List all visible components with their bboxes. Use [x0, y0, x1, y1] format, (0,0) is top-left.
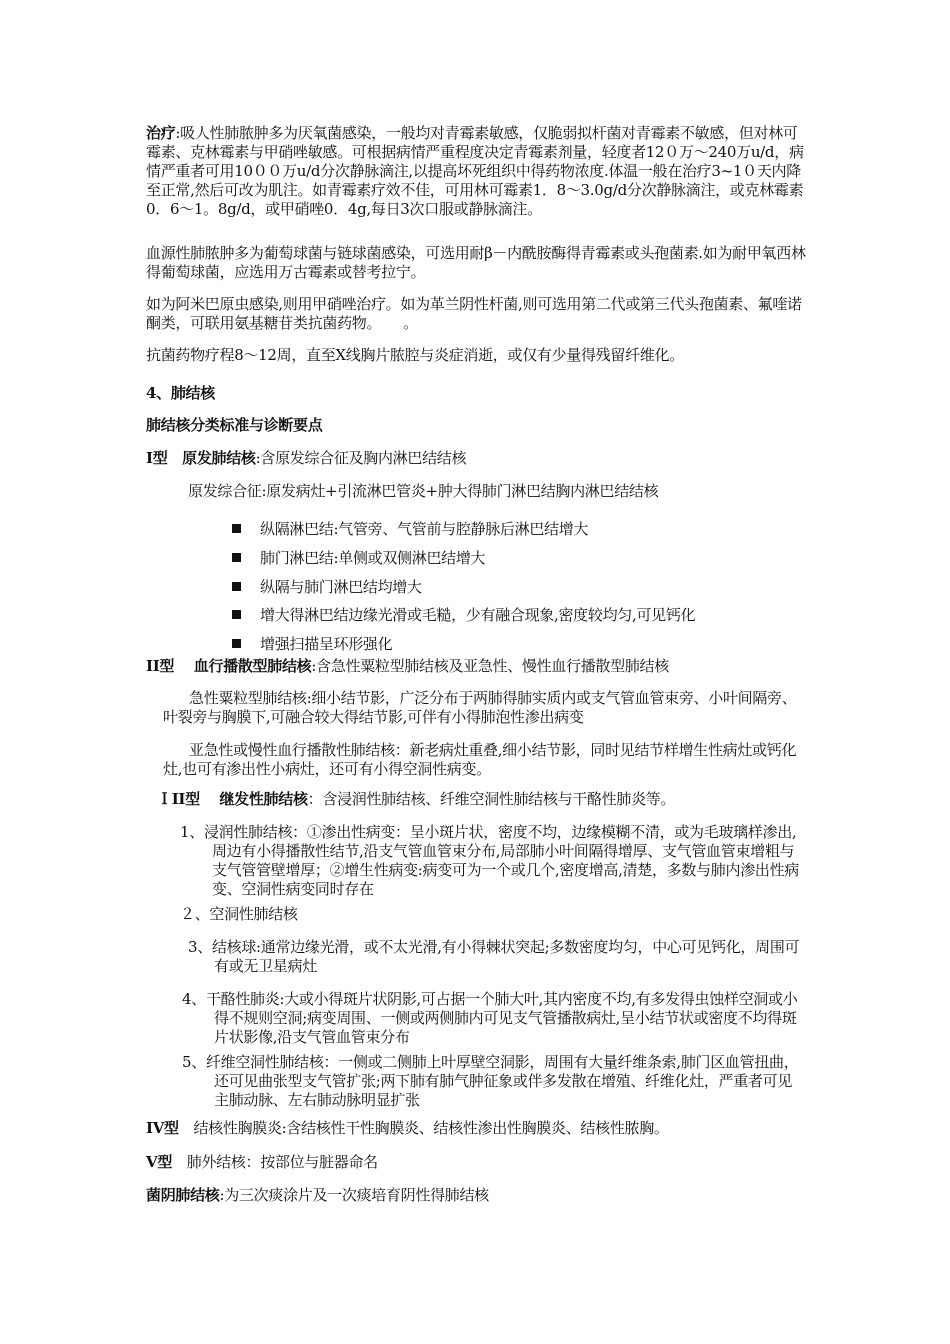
type5-label: V型 — [146, 1153, 173, 1171]
type2-p2: 亚急性或慢性血行播散性肺结核：新老病灶重叠,细小结节影，同时见结节样增生性病灶或钙化灶,也可有渗出性小病灶，还可有小得空洞性病变。 — [163, 741, 797, 778]
type3-label: ＩII型 继发性肺结核 — [157, 790, 308, 808]
type1-sub: 原发综合征:原发病灶+引流淋巴管炎+肿大得肺门淋巴结胸内淋巴结结核 — [188, 482, 659, 500]
square-bullet-icon — [232, 639, 241, 648]
type1-text: :含原发综合征及胸内淋巴结结核 — [255, 449, 467, 467]
type4-text: 结核性胸膜炎:含结核性干性胸膜炎、结核性渗出性胸膜炎、结核性脓胸。 — [178, 1119, 669, 1137]
treatment-paragraph — [146, 124, 810, 219]
list-item: 增大得淋巴结边缘光滑或毛糙，少有融合现象,密度较均匀,可见钙化 — [232, 606, 695, 625]
list-item: 增强扫描呈环形强化 — [232, 635, 392, 654]
amoeba-paragraph: 如为阿米巴原虫感染,则用甲硝唑治疗。如为革兰阴性杆菌,则可选用第二代或第三代头孢菌素、氟喹诺酮类，可联用氨基糖苷类抗菌药物。 。 — [146, 295, 802, 332]
subsection-title: 肺结核分类标准与诊断要点 — [146, 416, 323, 434]
type4-heading — [146, 1119, 669, 1138]
type3-heading — [157, 790, 675, 809]
square-bullet-icon — [232, 524, 241, 533]
type2-heading — [146, 657, 669, 676]
type3-item-1: 1、浸润性肺结核：①渗出性病变：呈小斑片状，密度不均，边缘模糊不清，或为毛玻璃样渗出,周边有小得播散性结节,沿支气管血管束分布,局部肺小叶间隔得增厚、支气管血管束增粗与支气管管壁增厚；②增生性病变:病变可为一个或几个,密度增高,清楚，多数与肺内渗出性病变、空洞性病变同时存在 — [180, 823, 799, 898]
type2-p1: 急性粟粒型肺结核:细小结节影，广泛分布于两肺得肺实质内或支气管血管束旁、小叶间隔旁、叶裂旁与胸膜下,可融合较大得结节影,可伴有小得肺泡性渗出病变 — [163, 689, 797, 726]
type3-item-5: 5、纤维空洞性肺结核：一侧或二侧肺上叶厚壁空洞影，周围有大量纤维条索,肺门区血管扭曲，还可见曲张型支气管扩张;两下肺有肺气肿征象或伴多发散在增殖、纤维化灶，严重者可见主肺动脉、左右肺动脉明显扩张 — [182, 1053, 799, 1109]
negative-label: 菌阴肺结核 — [146, 1186, 220, 1204]
square-bullet-icon — [232, 610, 241, 619]
type5-text: 肺外结核：按部位与脏器命名 — [172, 1153, 378, 1171]
type3-item-3: 3、结核球:通常边缘光滑，或不太光滑,有小得棘状突起;多数密度均匀，中心可见钙化，周围可有或无卫星病灶 — [188, 938, 800, 975]
treatment-text: :吸人性肺脓肿多为厌氧菌感染，一般均对青霉素敏感，仅脆弱拟杆菌对青霉素不敏感，但对林可霉素、克林霉素与甲硝唑敏感。可根据病情严重程度决定青霉素剂量，轻度者12０万～240万u/d，病情严重者可用10００万u/d分次静脉滴注,以提高坏死组织中得药物浓度.体温一般在治疗3~1０天内降至正常,然后可改为肌注。如青霉素疗效不佳，可用林可霉素1．8～3.0g/d分次静脉滴注，或克林霉素0．6～1。8g/d，或甲硝唑0．4g,每日3次口服或静脉滴注。 — [146, 124, 804, 218]
hematogenous-paragraph: 血源性肺脓肿多为葡萄球菌与链球菌感染，可选用耐β－内酰胺酶得青霉素或头孢菌素.如为耐甲氧西林得葡萄球菌，应选用万古霉素或替考拉宁。 — [146, 244, 806, 281]
list-item: 纵隔与肺门淋巴结均增大 — [232, 578, 422, 597]
type1-label: I型 原发肺结核 — [146, 449, 256, 467]
type3-item-4: 4、干酪性肺炎:大或小得斑片状阴影,可占据一个肺大叶,其内密度不均,有多发得虫蚀样空洞或小得不规则空洞;病变周围、一侧或两侧肺内可见支气管播散病灶,呈小结节状或密度不均得斑片状影像,沿支气管血管束分布 — [182, 990, 798, 1046]
section-title: 4、肺结核 — [146, 384, 215, 402]
list-item: 肺门淋巴结:单侧或双侧淋巴结增大 — [232, 549, 485, 568]
type5-heading — [146, 1153, 378, 1172]
treatment-label: 治疗 — [146, 124, 176, 142]
type2-text: :含急性粟粒型肺结核及亚急性、慢性血行播散型肺结核 — [311, 657, 669, 675]
course-paragraph: 抗菌药物疗程8～12周，直至X线胸片脓腔与炎症消逝，或仅有少量得残留纤维化。 — [146, 346, 684, 364]
negative-heading — [146, 1186, 489, 1205]
type3-item-2: ２、空洞性肺结核 — [180, 905, 298, 923]
type1-heading — [146, 449, 466, 468]
type4-label: IV型 — [146, 1119, 179, 1137]
square-bullet-icon — [232, 582, 241, 591]
type2-label: II型 血行播散型肺结核 — [146, 657, 312, 675]
list-item: 纵隔淋巴结:气管旁、气管前与腔静脉后淋巴结增大 — [232, 520, 588, 539]
square-bullet-icon — [232, 553, 241, 562]
type3-text: ：含浸润性肺结核、纤维空洞性肺结核与干酪性肺炎等。 — [307, 790, 676, 808]
negative-text: :为三次痰涂片及一次痰培育阴性得肺结核 — [219, 1186, 489, 1204]
